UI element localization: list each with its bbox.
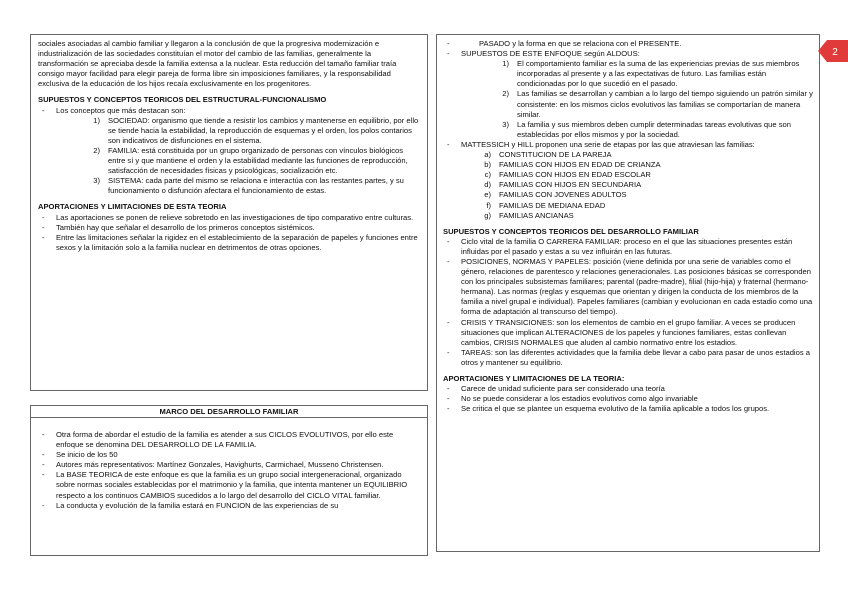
dev-list (443, 237, 813, 368)
list-item: - Carece de unidad suficiente para ser considerado una teoría (443, 384, 813, 394)
list-item: - También hay que señalar el desarrollo de los primeros conceptos sistémicos. (38, 223, 419, 233)
list-item: - Las aportaciones se ponen de relieve sobretodo en las investigaciones de tipo comparativo entre culturas. (38, 213, 419, 223)
stage-item: c) FAMILIAS CON HIJOS EN EDAD ESCOLAR (484, 170, 651, 180)
right-list-top (443, 39, 813, 59)
concept-item: 1) SOCIEDAD: organismo que tiende a resistir los cambios y mantenerse en equilibrio, por ello se tiende hacia la estabilidad, la reproducción de esquemas y el orden, los polos contarios son indicativos de disfunciones en el sistema. (93, 115, 419, 145)
list-item: - Otra forma de abordar el estudio de la familia es atender a sus CICLOS EVOLUTIVOS, por ello este enfoque se denomina DEL DESARROLLO DE LA FAMILIA. (38, 430, 419, 450)
concept-item: 3) SISTEMA: cada parte del mismo se relaciona e interactúa con las restantes partes, y su funcionamiento o disfunción afectara el funcionamiento de estas. (93, 176, 404, 196)
list-item: - Se inicio de los 50 (38, 450, 419, 460)
list-item: - La BASE TEORICA de este enfoque es que la familia es un grupo social intergeneracional, organizado sobre normas sociales establecidas por el matrimonio y la familia, que intenta mantener un EQUILIBRIO respecto a los continuos CAMBIOS sucedidos a lo largo del desarrollo del CICLO VITAL familiar. (38, 470, 419, 500)
stage-item: g) FAMILIAS ANCIANAS (484, 210, 574, 220)
stage-item: f) FAMILIAS DE MEDIANA EDAD (486, 200, 606, 210)
mattessich-line: - MATTESSICH y HILL proponen una serie de etapas por las que atraviesan las familias: (443, 140, 813, 150)
list-item: - Ciclo vital de la familia O CARRERA FAMILIAR: proceso en el que las situaciones presentes están influidas por el pasado y estas a su vez influirán en las futuras. (443, 237, 813, 257)
stage-item: e) FAMILIAS CON JOVENES ADULTOS (484, 190, 627, 200)
dev-heading: SUPUESTOS Y CONCEPTOS TEORICOS DEL DESARROLLO FAMILIAR (443, 226, 699, 236)
concepts-list (38, 106, 419, 116)
list-item: - No se puede considerar a los estadios evolutivos como algo invariable (443, 394, 813, 404)
intro-paragraph: sociales asociadas al cambio familiar y llegaron a la conclusión de que la progresiva modernización e industrialización de las sociedades constituían el motor del cambio de las familias, generalmente la transformación se apreciaba desde la familia extensa a la nuclear. Esta reducción del tamaño familiar traía consigo mayor facilidad para elegir pareja de forma libre sin imposiciones familiares, y la responsabilidad exclusiva de la educación de los hijos recaía exclusivamente en los progenitores. (38, 39, 397, 89)
stage-item: d) FAMILIAS CON HIJOS EN SECUNDARIA (484, 180, 642, 190)
marco-title: MARCO DEL DESARROLLO FAMILIAR (30, 405, 428, 418)
right-limits-list (443, 384, 813, 414)
list-item: - TAREAS: son las diferentes actividades que la familia debe llevar a cabo para pasar de unos estadios a otros y mantener su equilibrio. (443, 348, 813, 368)
right-panel (436, 34, 820, 552)
mattessich-list (443, 140, 813, 150)
list-item: - CRISIS Y TRANSICIONES: son los elementos de cambio en el grupo familiar. A veces se producen situaciones que implican ALTERACIONES de los papeles y funciones familiares, estas conllevan cambios, CRISIS NORMALES que aluden al cambio normativo entre los estadios. (443, 318, 813, 348)
list-item: - POSICIONES, NORMAS Y PAPELES: posición (viene definida por una serie de variables como el género, relaciones de parentesco y relaciones generacionales. Las posiciones básicas se corresponden con los principales subsistemas familiares; parental (padre-madre), filial (hijo-hija) y fraternal (hermano-hermana). Las normas (reglas y esquemas que orientan y dirigen la conducta de los miembros de la familia a nivel grupal e individual). Papeles familiares (cambian y evolucionan en cada estadio como una forma de adaptación al transcurso del tiempo). (443, 257, 813, 318)
limits-list (38, 213, 419, 253)
stage-item: b) FAMILIAS CON HIJOS EN EDAD DE CRIANZA (484, 160, 661, 170)
list-item: - Se critica el que se plantee un esquema evolutivo de la familia aplicable a todos los grupos. (443, 404, 813, 414)
aldous-item: 3) La familia y sus miembros deben cumplir determinadas tareas evolutivas que son establecidas por ellos mismos y por la sociedad. (502, 119, 791, 139)
right-limits-heading: APORTACIONES Y LIMITACIONES DE LA TEORIA: (443, 374, 625, 383)
marco-list (38, 430, 419, 511)
aldous-item: 1) El comportamiento familiar es la suma de las experiencias previas de sus miembros incorporadas al presente y a las expectativas de futuro. Las familias están condicionadas por lo que sucedió en el pasado. (502, 59, 800, 89)
list-item: - Autores más representativos: Martínez Gonzales, Havighurts, Carmichael, Musseno Christensen. (38, 460, 419, 470)
aldous-heading: - SUPUESTOS DE ESTE ENFOQUE según ALDOUS: (443, 49, 813, 59)
list-item: - La conducta y evolución de la familia estará en FUNCION de las experiencias de su (38, 501, 419, 511)
aldous-item: 2) Las familias se desarrollan y cambian a lo largo del tiempo siguiendo un patrón similar y consistente: en los mismos ciclos evolutivos las familias se comportarían de manera similar. (502, 89, 813, 119)
left-bottom-panel (30, 418, 428, 556)
concept-item: 2) FAMILIA: está constituida por un grupo organizado de personas con vínculos biológicos entre sí y que mantiene el orden y la estabilidad mediante las funciones de reproducción, satisfacción de necesidades físicas y psicológicas, socialización etc. (93, 145, 408, 176)
structural-heading: SUPUESTOS Y CONCEPTOS TEORICOS DEL ESTRUCTURAL-FUNCIONALISMO (38, 95, 327, 105)
page-number-badge (818, 40, 848, 62)
page-number: 2 (832, 47, 838, 58)
list-item: - PASADO y la forma en que se relaciona con el PRESENTE. (443, 39, 813, 49)
list-item: - Entre las limitaciones señalar la rigidez en el establecimiento de la separación de papeles y funciones entre sexos y la limitación solo a la familia nuclear en detrimentos de otras opciones. (38, 233, 419, 253)
concepts-intro: - Los conceptos que más destacan son: (38, 106, 419, 116)
limits-heading: APORTACIONES Y LIMITACIONES DE ESTA TEORIA (38, 202, 227, 212)
stage-item: a) CONSTITUCION DE LA PAREJA (484, 150, 612, 160)
left-top-panel (30, 34, 428, 391)
